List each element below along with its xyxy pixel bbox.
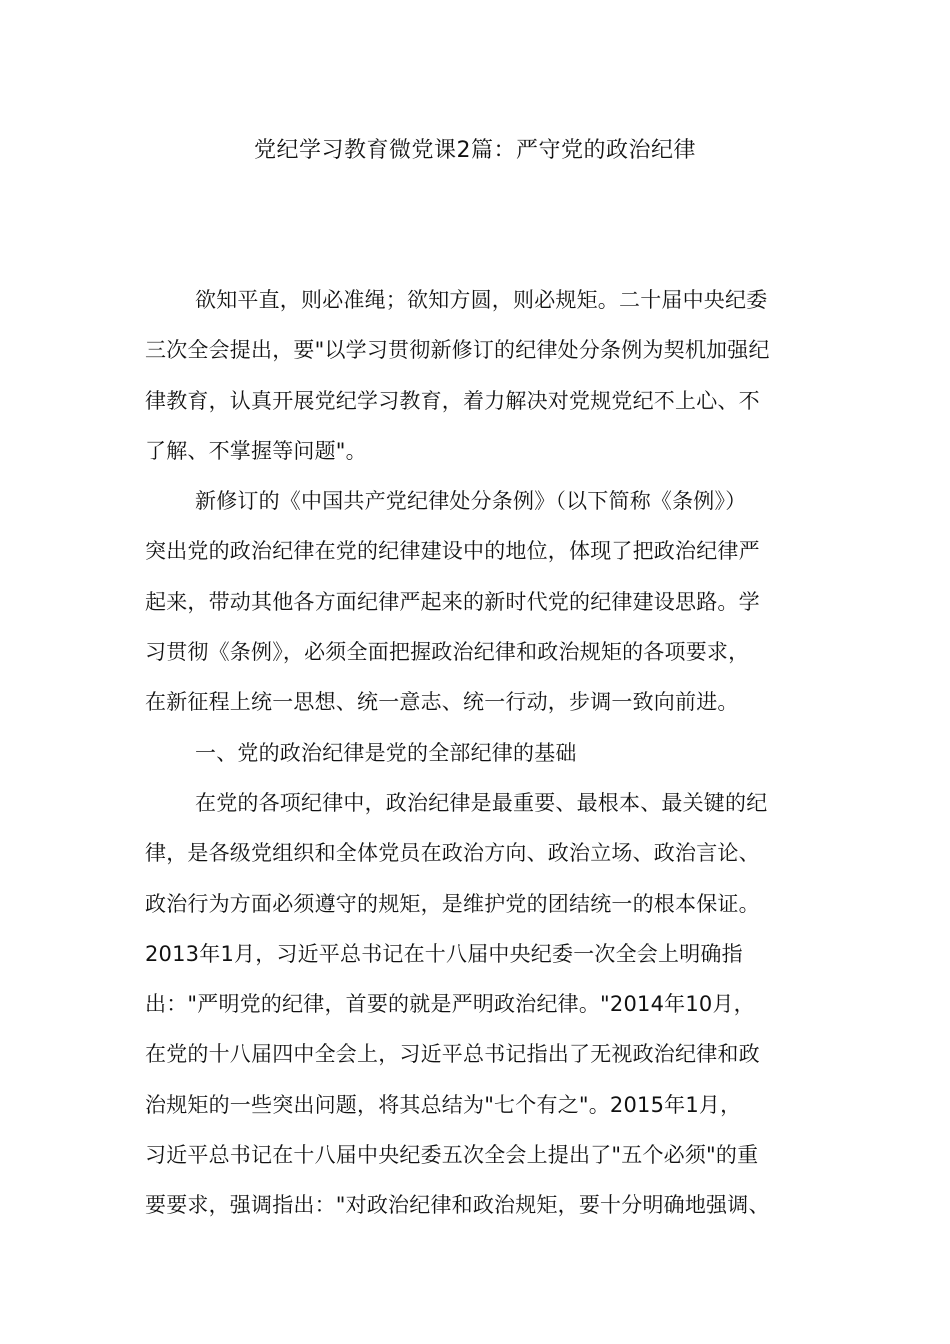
section-heading: 一、党的政治纪律是党的全部纪律的基础 xyxy=(195,740,577,765)
body-line: 习近平总书记在十八届中央纪委五次全会上提出了"五个必须"的重 xyxy=(145,1143,759,1168)
body-line: 律，是各级党组织和全体党员在政治方向、政治立场、政治言论、 xyxy=(145,841,760,866)
body-line: 治规矩的一些突出问题，将其总结为"七个有之"。2015年1月， xyxy=(145,1092,742,1117)
body-line: 突出党的政治纪律在党的纪律建设中的地位，体现了把政治纪律严 xyxy=(145,539,760,564)
body-line: 政治行为方面必须遵守的规矩，是维护党的团结统一的根本保证。 xyxy=(145,891,760,916)
body-line: 在党的十八届四中全会上，习近平总书记指出了无视政治纪律和政 xyxy=(145,1042,760,1067)
body-line: 出："严明党的纪律，首要的就是严明政治纪律。"2014年10月， xyxy=(145,992,755,1017)
body-line: 新修订的《中国共产党纪律处分条例》（以下简称《条例》） xyxy=(195,489,747,514)
body-line: 在新征程上统一思想、统一意志、统一行动，步调一致向前进。 xyxy=(145,690,739,715)
body-line: 习贯彻《条例》，必须全面把握政治纪律和政治规矩的各项要求， xyxy=(145,640,750,665)
body-line: 欲知平直，则必准绳；欲知方圆，则必规矩。二十届中央纪委 xyxy=(195,288,768,312)
document-title: 党纪学习教育微党课2篇：严守党的政治纪律 xyxy=(254,138,696,163)
body-line: 三次全会提出，要"以学习贯彻新修订的纪律处分条例为契机加强纪 xyxy=(145,338,770,363)
body-line: 起来，带动其他各方面纪律严起来的新时代党的纪律建设思路。学 xyxy=(145,589,760,614)
body-line: 律教育，认真开展党纪学习教育，着力解决对党规党纪不上心、不 xyxy=(145,388,760,413)
body-line: 在党的各项纪律中，政治纪律是最重要、最根本、最关键的纪 xyxy=(195,790,768,815)
body-line: 2013年1月，习近平总书记在十八届中央纪委一次全会上明确指 xyxy=(145,941,743,966)
body-line: 要要求，强调指出："对政治纪律和政治规矩，要十分明确地强调、 xyxy=(145,1193,770,1218)
body-line: 了解、不掌握等问题"。 xyxy=(145,438,367,463)
document-body xyxy=(145,280,815,1236)
